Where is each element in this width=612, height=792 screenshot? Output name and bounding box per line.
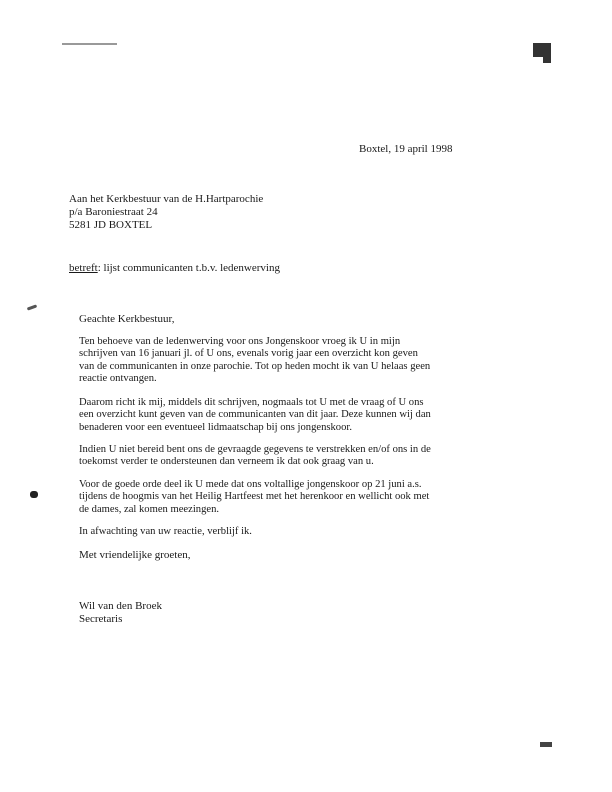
recipient-line-1: Aan het Kerkbestuur van de H.Hartparochie xyxy=(69,193,264,205)
paragraph-1 xyxy=(79,336,489,386)
paragraph-3 xyxy=(79,444,489,469)
scan-mark-left-1 xyxy=(27,304,37,310)
paragraph-line: In afwachting van uw reactie, verblijf ik. xyxy=(79,526,252,537)
scan-mark-left-2 xyxy=(30,491,38,498)
paragraph-line: Ten behoeve van de ledenwerving voor ons Jongenskoor vroeg ik U in mijn xyxy=(79,336,401,347)
paragraph-line: een overzicht kunt geven van de communicanten van dit jaar. Deze kunnen wij dan xyxy=(79,409,431,421)
subject-label: betreft xyxy=(69,262,98,274)
signature-name: Wil van den Broek xyxy=(79,600,162,612)
paragraph-2 xyxy=(79,397,489,434)
subject-text: : lijst communicanten t.b.v. ledenwerving xyxy=(97,262,280,274)
scan-mark-top-left xyxy=(62,43,117,45)
salutation: Geachte Kerkbestuur, xyxy=(79,313,175,325)
paragraph-line: Indien U niet bereid bent ons de gevraagde gegevens te verstrekken en/of ons in de xyxy=(79,444,431,455)
paragraph-line: reactie ontvangen. xyxy=(79,373,157,385)
paragraph-4 xyxy=(79,479,489,516)
recipient-line-3: 5281 JD BOXTEL xyxy=(69,219,153,231)
paragraph-line: toekomst verder te ondersteunen dan verneem ik dat ook graag van u. xyxy=(79,456,374,468)
recipient-line-2: p/a Baroniestraat 24 xyxy=(69,206,158,218)
paragraph-5 xyxy=(79,526,489,538)
closing: Met vriendelijke groeten, xyxy=(79,549,191,561)
date-line: Boxtel, 19 april 1998 xyxy=(359,143,453,155)
paragraph-line: benaderen voor een eventueel lidmaatschap bij ons jongenskoor. xyxy=(79,421,352,433)
paragraph-line: van de communicanten in onze parochie. Tot op heden mocht ik van U helaas geen xyxy=(79,360,431,372)
signature-title: Secretaris xyxy=(79,613,123,625)
paragraph-line: Voor de goede orde deel ik U mede dat ons voltallige jongenskoor op 21 juni a.s. xyxy=(79,479,422,490)
subject-line xyxy=(69,262,280,275)
paragraph-line: Daarom richt ik mij, middels dit schrijven, nogmaals tot U met de vraag of U ons xyxy=(79,397,424,408)
paragraph-line: schrijven van 16 januari jl. of U ons, evenals vorig jaar een overzicht kon geven xyxy=(79,348,418,360)
scan-mark-top-right-tail xyxy=(543,55,551,63)
paragraph-line: tijdens de hoogmis van het Heilig Hartfeest met het herenkoor en wellicht ook met xyxy=(79,491,430,503)
scan-mark-bottom-right xyxy=(540,742,552,747)
paragraph-line: de dames, zal komen meezingen. xyxy=(79,503,220,515)
